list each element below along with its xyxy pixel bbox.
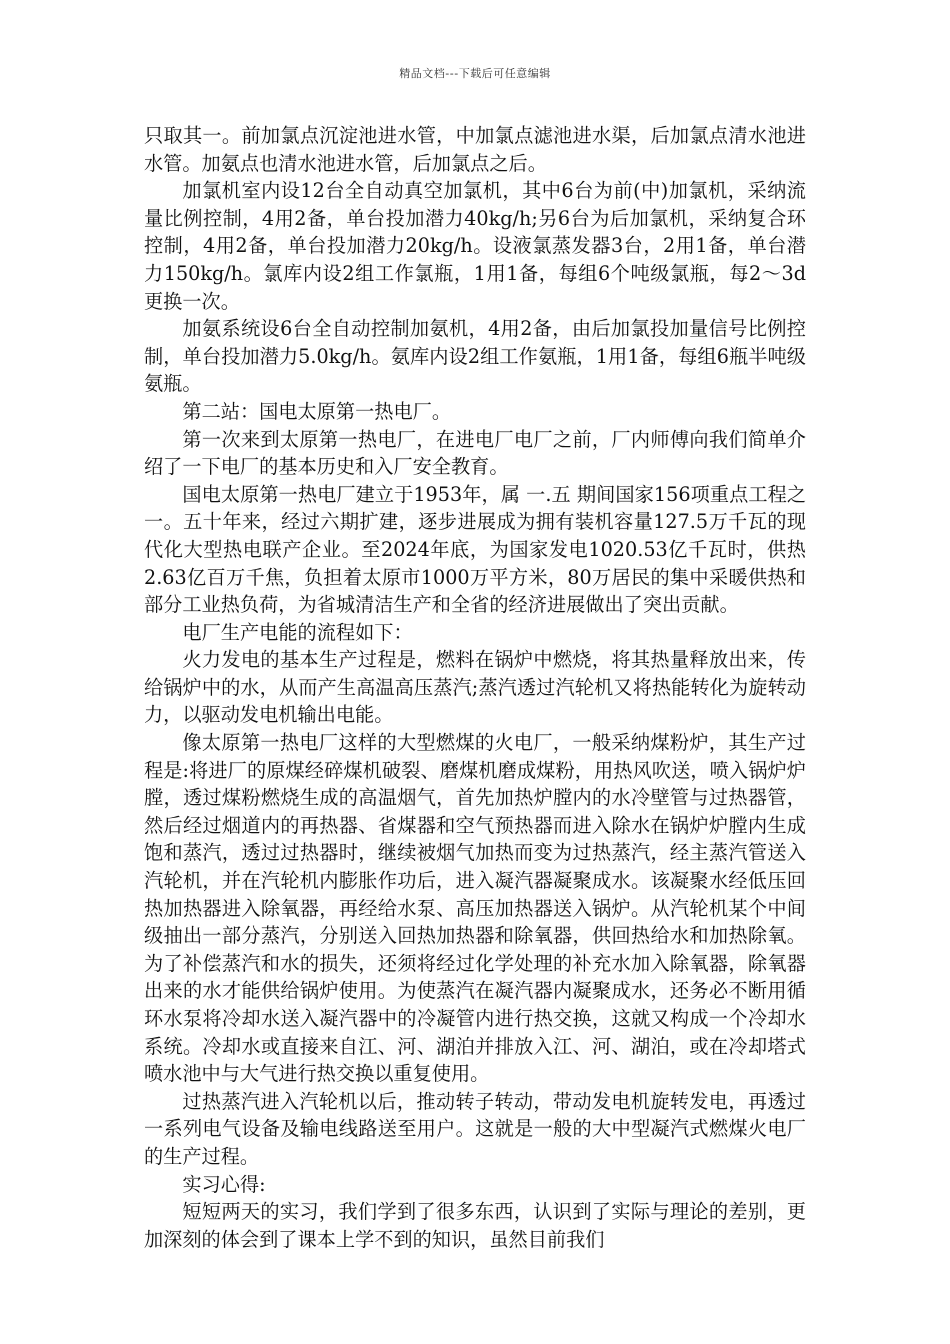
paragraph-internship-heading: 实习心得: <box>182 1172 266 1196</box>
paragraph-second-stop: 第二站：国电太原第一热电厂。 <box>182 399 452 423</box>
paragraph-steam-turbine: 过热蒸汽进入汽轮机以后，推动转子转动，带动发电机旋转发电，再透过一系列电气设备及输电线路送至用户。这就是一般的大中型凝汽式燃煤火电厂的生产过程。 <box>144 1089 806 1168</box>
paragraph-process-intro: 电厂生产电能的流程如下： <box>182 620 413 644</box>
page-header: 精品文档---下载后可任意编辑 <box>399 67 551 80</box>
paragraph-basic-process: 火力发电的基本生产过程是，燃料在锅炉中燃烧，将其热量释放出来，传给锅炉中的水，从而产生高温高压蒸汽;蒸汽透过汽轮机又将热能转化为旋转动力，以驱动发电机输出电能。 <box>144 648 806 727</box>
paragraph-ammonia-system: 加氨系统设6台全自动控制加氨机，4用2备，由后加氯投加量信号比例控制，单台投加潜力5.0kg/h。氨库内设2组工作氨瓶，1用1备，每组6瓶半吨级氨瓶。 <box>144 317 806 396</box>
paragraph-chlorinator-room: 加氯机室内设12台全自动真空加氯机，其中6台为前(中)加氯机，采纳流量比例控制，4用2备，单台投加潜力40kg/h;另6台为后加氯机，采纳复合环控制，4用2备，单台投加潜力20kg/h。设液氯蒸发器3台，2用1备，单台潜力150kg/h。氯库内设2组工作氯瓶，1用1备，每组6个吨级氯瓶，每2～3d更换一次。 <box>144 179 806 313</box>
paragraph-plant-history: 国电太原第一热电厂建立于1953年，属 一.五 期间国家156项重点工程之一。五十年来，经过六期扩建，逐步进展成为拥有装机容量127.5万千瓦的现代化大型热电联产企业。至2024年底，为国家发电1020.53亿千瓦时，供热2.63亿百万千焦，负担着太原市1000万平方米，80万居民的集中采暖供热和部分工业热负荷，为省城清洁生产和全省的经济进展做出了突出贡献。 <box>144 482 806 617</box>
paragraph-chlorination-points: 只取其一。前加氯点沉淀池进水管，中加氯点滤池进水渠，后加氯点清水池进水管。加氨点也清水池进水管，后加氯点之后。 <box>144 124 806 175</box>
document-body <box>144 122 806 1253</box>
paragraph-coal-plant-process: 像太原第一热电厂这样的大型燃煤的火电厂，一般采纳煤粉炉，其生产过程是:将进厂的原煤经碎煤机破裂、磨煤机磨成煤粉，用热风吹送，喷入锅炉炉膛，透过煤粉燃烧生成的高温烟气，首先加热炉膛内的水冷壁管与过热器管，然后经过烟道内的再热器、省煤器和空气预热器而进入除水在锅炉炉膛内生成饱和蒸汽，透过过热器时，继续被烟气加热而变为过热蒸汽，经主蒸汽管送入汽轮机，并在汽轮机内膨胀作功后，进入凝汽器凝聚成水。该凝聚水经低压回热加热器进入除氧器，再经给水泵、高压加热器送入锅炉。从汽轮机某个中间级抽出一部分蒸汽，分别送入回热加热器和除氧器，供回热给水和加热除氧。为了补偿蒸汽和水的损失，还须将经过化学处理的补充水加入除氧器，除氧器出来的水才能供给锅炉使用。为使蒸汽在凝汽器内凝聚成水，还务必不断用循环水泵将冷却水送入凝汽器中的冷凝管内进行热交换，这就又构成一个冷却水系统。冷却水或直接来自江、河、湖泊并排放入江、河、湖泊，或在冷却塔式喷水池中与大气进行热交换以重复使用。 <box>144 731 806 1086</box>
paragraph-first-visit: 第一次来到太原第一热电厂，在进电厂电厂之前，厂内师傅向我们简单介绍了一下电厂的基本历史和入厂安全教育。 <box>144 427 806 479</box>
paragraph-internship-reflection: 短短两天的实习，我们学到了很多东西，认识到了实际与理论的差别，更加深刻的体会到了课本上学不到的知识，虽然目前我们 <box>144 1200 806 1251</box>
